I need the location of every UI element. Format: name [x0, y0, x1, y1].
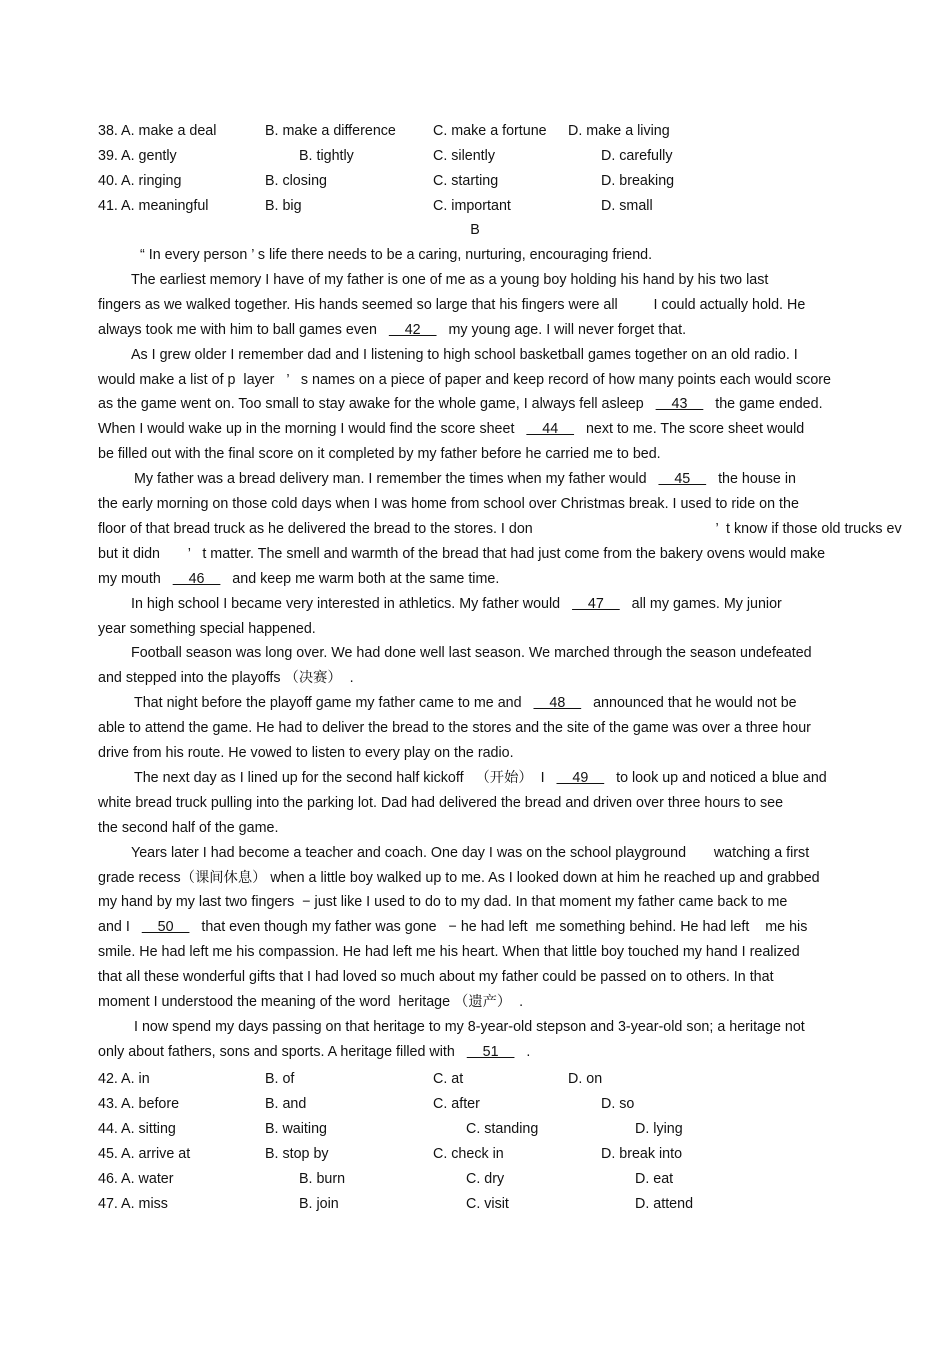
section-label: B	[470, 222, 480, 238]
passage-line: only about fathers, sons and sports. A heritage filled with 51 .	[98, 1043, 531, 1060]
passage-line: fingers as we walked together. His hands seemed so large that his fingers were all I could actually hold. He	[98, 296, 806, 313]
option-a: 44. A. sitting	[98, 1121, 176, 1137]
passage-line: drive from his route. He vowed to listen to every play on the radio.	[98, 745, 514, 761]
passage-line: always took me with him to ball games even 42 my young age. I will never forget that.	[98, 321, 687, 338]
option-d: D. breaking	[601, 173, 675, 189]
passage-line: When I would wake up in the morning I would find the score sheet 44 next to me. The score sheet would	[98, 421, 805, 438]
blank-43: 43	[655, 396, 704, 413]
option-d: D. so	[601, 1096, 635, 1112]
passage-line: moment I understood the meaning of the word heritage （遗产） .	[98, 994, 524, 1010]
option-d: D. attend	[635, 1196, 694, 1212]
passage-line: able to attend the game. He had to deliver the bread to the stores and the site of the game was over a three hour	[98, 720, 811, 737]
passage-line: be filled out with the final score on it completed by my father before he carried me to bed.	[98, 446, 661, 463]
blank-45: 45	[658, 471, 707, 488]
option-b: B. stop by	[265, 1146, 329, 1162]
passage-line: The next day as I lined up for the second half kickoff （开始） I 49 to look up and noticed a blue and	[134, 769, 827, 786]
option-c: C. make a fortune	[433, 123, 547, 139]
passage-line: floor of that bread truck as he delivered the bread to the stores. I don ’ t know if those old trucks ev	[98, 520, 902, 537]
option-b: B. waiting	[265, 1121, 327, 1137]
passage-line: that all these wonderful gifts that I had loved so much about my father could be passed on to others. In that	[98, 969, 774, 986]
passage-line: white bread truck pulling into the parking lot. Dad had delivered the bread and driven over three hours to see	[98, 794, 784, 811]
option-d: D. make a living	[568, 123, 670, 139]
option-a: 40. A. ringing	[98, 173, 182, 189]
option-c: C. standing	[466, 1121, 539, 1137]
passage-line: grade recess（课间休息） when a little boy walked up to me. As I looked down at him he reached up and grabbed	[98, 869, 820, 886]
passage-line: year something special happened.	[98, 620, 316, 637]
passage-line: As I grew older I remember dad and I listening to high school basketball games together on an old radio. I	[131, 346, 798, 363]
option-c: C. important	[433, 198, 511, 214]
option-d: D. lying	[635, 1121, 683, 1137]
passage-line: the early morning on those cold days when I was home from school over Christmas break. I used to ride on the	[98, 496, 799, 512]
passage-line: would make a list of p layer ’ s names on a piece of paper and keep record of how many points each would score	[98, 371, 831, 388]
option-a: 38. A. make a deal	[98, 123, 217, 139]
option-a: 42. A. in	[98, 1071, 150, 1087]
passage-line: I now spend my days passing on that heritage to my 8-year-old stepson and 3-year-old son; a heritage not	[134, 1018, 805, 1035]
blank-50: 50	[141, 919, 190, 936]
passage-line: The earliest memory I have of my father is one of me as a young boy holding his hand by his two last	[131, 271, 769, 288]
blank-51: 51	[466, 1043, 515, 1060]
option-c: C. after	[433, 1096, 480, 1112]
option-c: C. at	[433, 1071, 464, 1087]
option-c: C. visit	[466, 1196, 509, 1212]
option-d: D. break into	[601, 1146, 683, 1162]
option-a: 39. A. gently	[98, 148, 177, 164]
option-d: D. carefully	[601, 148, 673, 164]
option-b: B. of	[265, 1071, 295, 1087]
blank-46: 46	[172, 570, 221, 587]
option-c: C. silently	[433, 148, 495, 164]
option-a: 45. A. arrive at	[98, 1146, 191, 1162]
passage-line: In high school I became very interested in athletics. My father would 47 all my games. My junior	[131, 595, 782, 612]
passage-line: my hand by my last two fingers − just like I used to do to my dad. In that moment my father came back to me	[98, 894, 788, 911]
option-b: B. and	[265, 1096, 307, 1112]
option-a: 46. A. water	[98, 1171, 174, 1187]
passage-line: my mouth 46 and keep me warm both at the same time.	[98, 570, 500, 587]
option-c: C. starting	[433, 173, 499, 189]
passage-line: That night before the playoff game my father came to me and 48 announced that he would not be	[134, 695, 797, 712]
passage-line: My father was a bread delivery man. I remember the times when my father would 45 the house in	[134, 471, 796, 488]
blank-44: 44	[526, 421, 575, 438]
passage-line: Years later I had become a teacher and coach. One day I was on the school playground watching a first	[131, 844, 810, 861]
option-c: C. check in	[433, 1146, 504, 1162]
passage-line: as the game went on. Too small to stay awake for the whole game, I always fell asleep 43 the game ended.	[98, 396, 823, 413]
passage-line: “ In every person ’ s life there needs to be a caring, nurturing, encouraging friend.	[140, 247, 653, 263]
blank-49: 49	[556, 769, 605, 786]
option-a: 47. A. miss	[98, 1196, 168, 1212]
blank-48: 48	[533, 695, 582, 712]
passage-line: and I 50 that even though my father was gone − he had left me something behind. He had left me his	[98, 919, 808, 936]
option-b: B. make a difference	[265, 123, 396, 139]
option-b: B. big	[265, 198, 302, 214]
option-d: D. on	[568, 1071, 603, 1087]
option-d: D. small	[601, 198, 653, 214]
option-b: B. burn	[299, 1171, 346, 1187]
passage-line: the second half of the game.	[98, 819, 279, 836]
option-a: 41. A. meaningful	[98, 198, 209, 214]
blank-47: 47	[572, 595, 620, 612]
option-b: B. join	[299, 1196, 339, 1212]
passage-line: but it didn ’ t matter. The smell and warmth of the bread that had just come from the bakery ovens would make	[98, 545, 826, 562]
blank-42: 42	[388, 321, 437, 338]
option-b: B. closing	[265, 173, 327, 189]
passage-line: Football season was long over. We had done well last season. We marched through the season undefeated	[131, 645, 812, 662]
option-b: B. tightly	[299, 148, 354, 164]
passage-line: and stepped into the playoffs （决赛） .	[98, 670, 354, 687]
option-c: C. dry	[466, 1171, 505, 1187]
option-a: 43. A. before	[98, 1096, 180, 1112]
option-d: D. eat	[635, 1171, 674, 1187]
passage-line: smile. He had left me his compassion. He had left me his heart. When that little boy touched my hand I realized	[98, 944, 800, 961]
